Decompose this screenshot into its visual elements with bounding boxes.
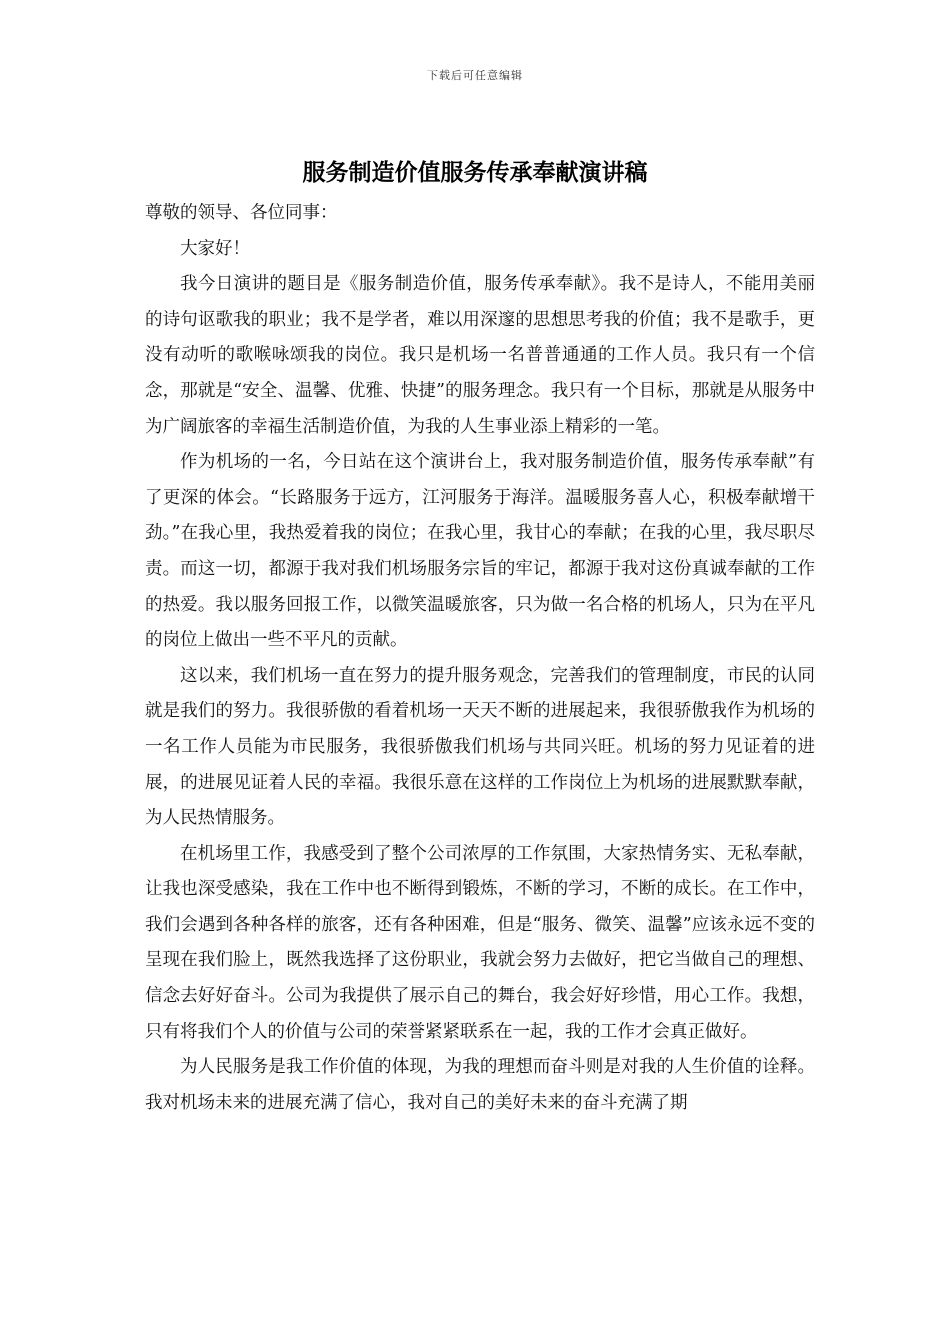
body-paragraph: 在机场里工作，我感受到了整个公司浓厚的工作氛围，大家热情务实、无私奉献，让我也深受感染，我在工作中也不断得到锻炼，不断的学习，不断的成长。在工作中，我们会遇到各种各样的旅客，还有各种困难，但是“服务、微笑、温馨”应该永远不变的呈现在我们脸上，既然我选择了这份职业，我就会努力去做好，把它当做自己的理想、信念去好好奋斗。公司为我提供了展示自己的舞台，我会好好珍惜，用心工作。我想，只有将我们个人的价值与公司的荣誉紧紧联系在一起，我的工作才会真正做好。	[145, 843, 815, 1042]
body-paragraph: 作为机场的一名，今日站在这个演讲台上，我对服务制造价值，服务传承奉献”有了更深的体会。“长路服务于远方，江河服务于海洋。温暖服务喜人心，积极奉献增干劲。”在我心里，我热爱着我的岗位；在我心里，我甘心的奉献；在我的心里，我尽职尽责。而这一切，都源于我对我们机场服务宗旨的牢记，都源于我对这份真诚奉献的工作的热爱。我以服务回报工作，以微笑温暖旅客，只为做一名合格的机场人，只为在平凡的岗位上做出一些不平凡的贡献。	[145, 452, 815, 651]
salutation: 尊敬的领导、各位同事：	[145, 203, 338, 223]
body-paragraph: 为人民服务是我工作价值的体现，为我的理想而奋斗则是对我的人生价值的诠释。我对机场未来的进展充满了信心，我对自己的美好未来的奋斗充满了期	[145, 1057, 815, 1113]
document-title: 服务制造价值服务传承奉献演讲稿	[302, 159, 648, 186]
document-body	[145, 196, 815, 1121]
greeting-paragraph: 大家好！	[180, 238, 250, 259]
body-paragraph: 这以来，我们机场一直在努力的提升服务观念，完善我们的管理制度，市民的认同就是我们的努力。我很骄傲的看着机场一天天不断的进展起来，我很骄傲我作为机场的一名工作人员能为市民服务，我很骄傲我们机场与共同兴旺。机场的努力见证着的进展，的进展见证着人民的幸福。我很乐意在这样的工作岗位上为机场的进展默默奉献，为人民热情服务。	[145, 665, 815, 829]
header-note: 下载后可任意编辑	[427, 69, 523, 82]
body-paragraph: 我今日演讲的题目是《服务制造价值，服务传承奉献》。我不是诗人，不能用美丽的诗句讴歌我的职业；我不是学者，难以用深邃的思想思考我的价值；我不是歌手，更没有动听的歌喉咏颂我的岗位。我只是机场一名普普通通的工作人员。我只有一个信念，那就是“安全、温馨、优雅、快捷”的服务理念。我只有一个目标，那就是从服务中为广阔旅客的幸福生活制造价值，为我的人生事业添上精彩的一笔。	[145, 274, 815, 437]
